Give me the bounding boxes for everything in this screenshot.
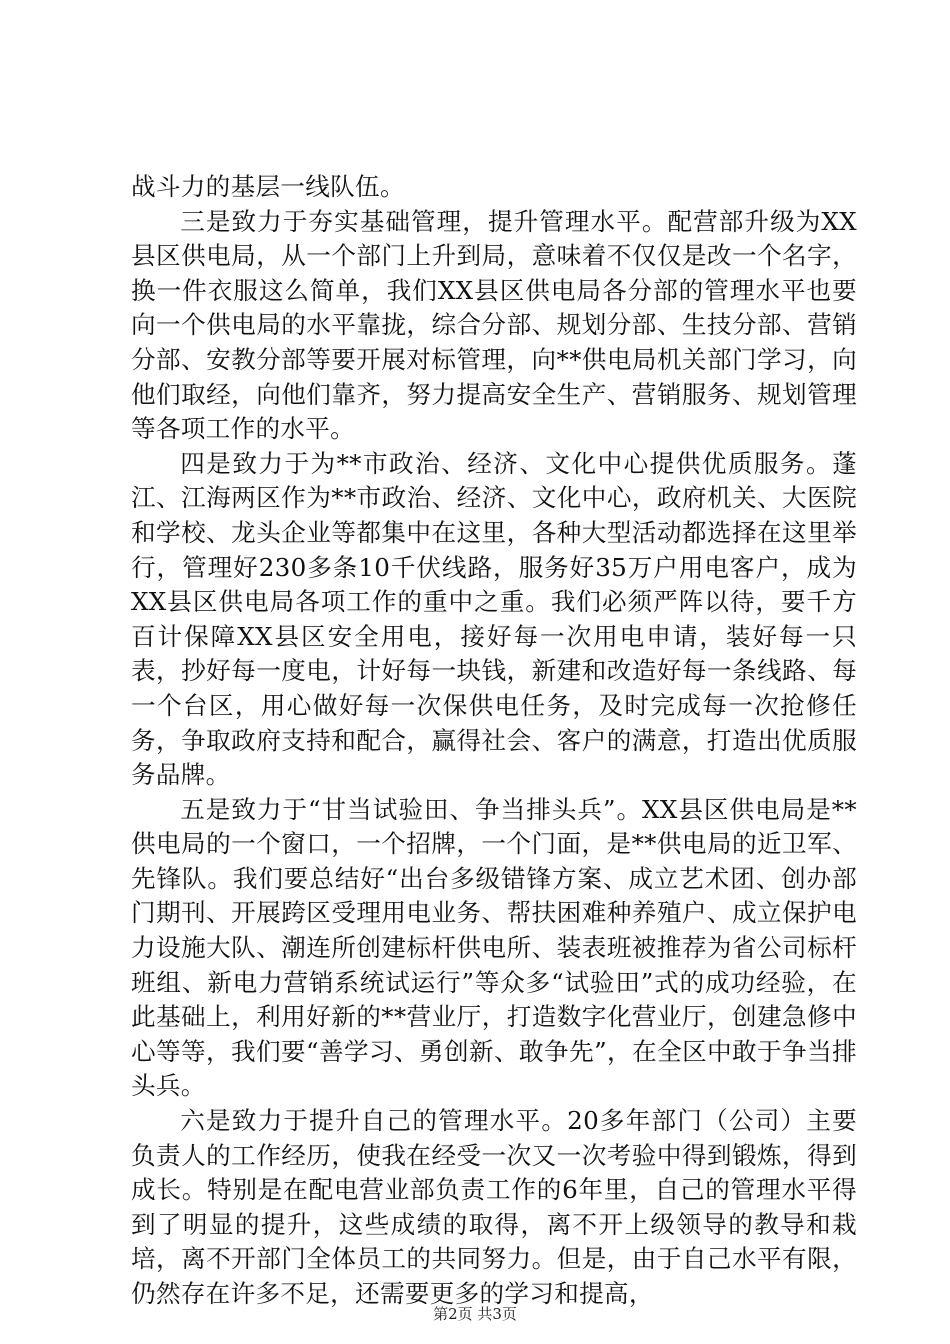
paragraph-self-improvement: 六是致力于提升自己的管理水平。20多年部门（公司）主要负责人的工作经历，使我在经受一次又一次考验中得到锻炼，得到成长。特别是在配电营业部负责工作的6年里，自己的管理水平得到了明显的提升，这些成绩的取得，离不开上级领导的教导和栽培，离不开部门全体员工的共同努力。但是，由于自己水平有限，仍然存在许多不足，还需要更多的学习和提高， <box>131 1106 857 1308</box>
paragraph-pilot-field: 五是致力于“甘当试验田、争当排头兵”。XX县区供电局是**供电局的一个窗口，一个招牌，一个门面，是**供电局的近卫军、先锋队。我们要总结好“出台多级错锋方案、成立艺术团、创办部门期刊、开展跨区受理用电业务、帮扶困难种养殖户、成立保护电力设施大队、潮连所创建标杆供电所、装表班被推荐为省公司标杆班组、新电力营销系统试运行”等众多“试验田”式的成功经验，在此基础上，利用好新的**营业厅，打造数字化营业厅，创建急修中心等等，我们要“善学习、勇创新、敢争先”，在全区中敢于争当排头兵。 <box>131 794 857 1101</box>
page-number-footer: 第2页 共3页 <box>433 1305 517 1323</box>
paragraph-continuation: 战斗力的基层一线队伍。 <box>131 172 405 201</box>
paragraph-quality-service: 四是致力于为**市政治、经济、文化中心提供优质服务。蓬江、江海两区作为**市政治、经济、文化中心，政府机关、大医院和学校、龙头企业等都集中在这里，各种大型活动都选择在这里举行，管理好230多条10千伏线路，服务好35万户用电客户，成为XX县区供电局各项工作的重中之重。我们必须严阵以待，要千方百计保障XX县区安全用电，接好每一次用电申请，装好每一只表，抄好每一度电，计好每一块钱，新建和改造好每一条线路、每一个台区，用心做好每一次保供电任务，及时完成每一次抢修任务，争取政府支持和配合，赢得社会、客户的满意，打造出优质服务品牌。 <box>131 448 857 790</box>
document-body <box>131 170 857 1312</box>
paragraph-basic-management: 三是致力于夯实基础管理，提升管理水平。配营部升级为XX县区供电局，从一个部门上升到局，意味着不仅仅是改一个名字，换一件衣服这么简单，我们XX县区供电局各分部的管理水平也要向一个供电局的水平靠拢，综合分部、规划分部、生技分部、营销分部、安教分部等要开展对标管理，向**供电局机关部门学习，向他们取经，向他们靠齐，努力提高安全生产、营销服务、规划管理等各项工作的水平。 <box>131 206 857 444</box>
